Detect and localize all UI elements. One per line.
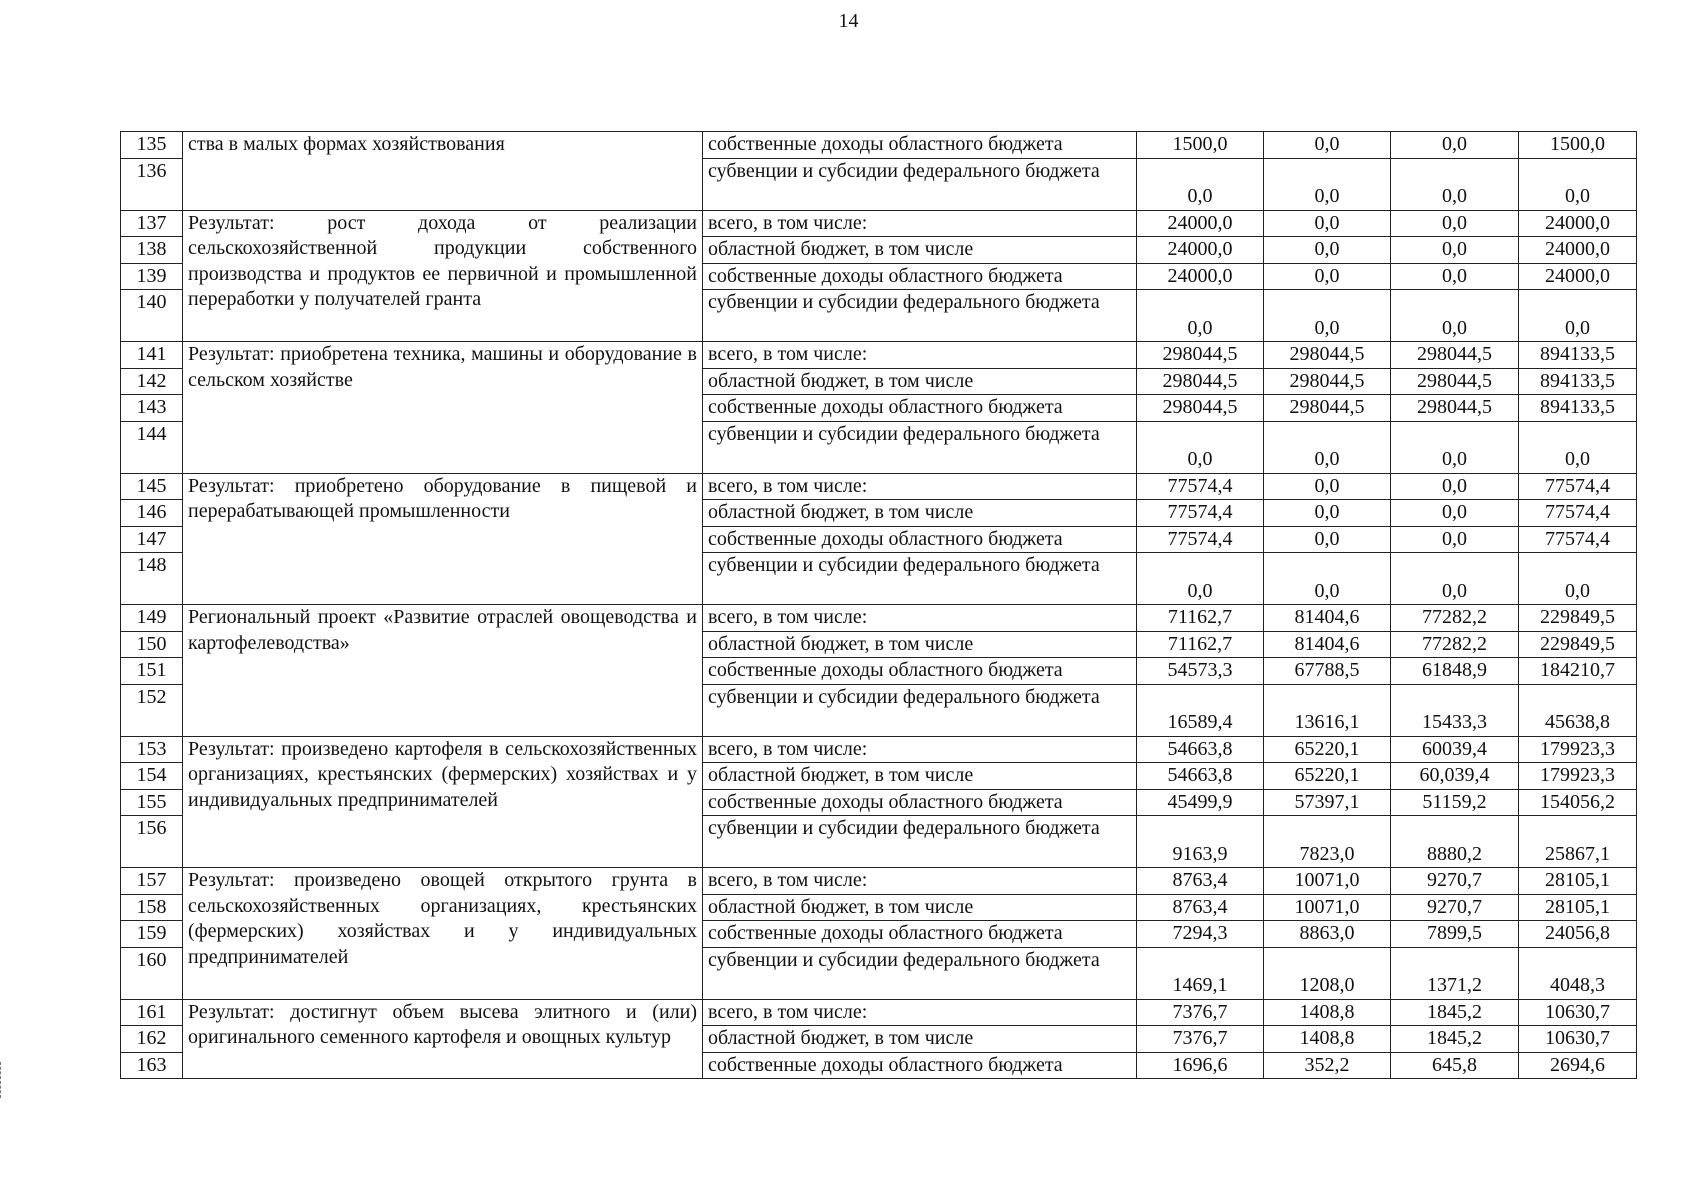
total-value: 894133,5	[1519, 368, 1637, 395]
funding-source: всего, в том числе:	[703, 210, 1137, 237]
table-body	[121, 132, 1637, 1079]
row-number: 144	[121, 421, 183, 473]
row-number: 159	[121, 921, 183, 948]
year-value: 8763,4	[1137, 894, 1264, 921]
total-value: 28105,1	[1519, 868, 1637, 895]
year-value: 0,0	[1264, 473, 1391, 500]
row-number: 149	[121, 605, 183, 632]
total-value: 2694,6	[1519, 1052, 1637, 1079]
row-number: 162	[121, 1026, 183, 1053]
year-value: 65220,1	[1264, 736, 1391, 763]
row-number: 158	[121, 894, 183, 921]
table-row	[121, 605, 1637, 632]
year-value: 0,0	[1264, 237, 1391, 264]
funding-source: субвенции и субсидии федерального бюджета	[703, 684, 1137, 736]
year-value: 0,0	[1264, 526, 1391, 553]
year-value: 0,0	[1391, 263, 1519, 290]
funding-source: собственные доходы областного бюджета	[703, 395, 1137, 422]
year-value: 77574,4	[1137, 473, 1264, 500]
funding-source: собственные доходы областного бюджета	[703, 658, 1137, 685]
year-value: 77282,2	[1391, 605, 1519, 632]
year-value: 60039,4	[1391, 736, 1519, 763]
item-description: ства в малых формах хозяйствования	[183, 132, 703, 211]
year-value: 0,0	[1137, 421, 1264, 473]
year-value: 24000,0	[1137, 210, 1264, 237]
year-value: 57397,1	[1264, 789, 1391, 816]
year-value: 0,0	[1137, 553, 1264, 605]
row-number: 141	[121, 342, 183, 369]
funding-source: собственные доходы областного бюджета	[703, 921, 1137, 948]
year-value: 298044,5	[1264, 368, 1391, 395]
funding-source: областной бюджет, в том числе	[703, 237, 1137, 264]
funding-source: субвенции и субсидии федерального бюджета	[703, 553, 1137, 605]
table-row	[121, 736, 1637, 763]
row-number: 138	[121, 237, 183, 264]
year-value: 0,0	[1391, 526, 1519, 553]
year-value: 54573,3	[1137, 658, 1264, 685]
funding-source: областной бюджет, в том числе	[703, 894, 1137, 921]
funding-source: областной бюджет, в том числе	[703, 763, 1137, 790]
row-number: 140	[121, 290, 183, 342]
funding-source: собственные доходы областного бюджета	[703, 132, 1137, 159]
year-value: 7376,7	[1137, 1026, 1264, 1053]
total-value: 77574,4	[1519, 473, 1637, 500]
funding-source: всего, в том числе:	[703, 473, 1137, 500]
year-value: 7823,0	[1264, 816, 1391, 868]
funding-source: собственные доходы областного бюджета	[703, 526, 1137, 553]
page-number: 14	[838, 10, 859, 32]
year-value: 0,0	[1264, 500, 1391, 527]
total-value: 24000,0	[1519, 237, 1637, 264]
year-value: 0,0	[1264, 210, 1391, 237]
year-value: 0,0	[1391, 500, 1519, 527]
total-value: 229849,5	[1519, 605, 1637, 632]
row-number: 163	[121, 1052, 183, 1079]
year-value: 45499,9	[1137, 789, 1264, 816]
year-value: 1408,8	[1264, 999, 1391, 1026]
year-value: 1845,2	[1391, 1026, 1519, 1053]
funding-source: областной бюджет, в том числе	[703, 1026, 1137, 1053]
total-value: 0,0	[1519, 421, 1637, 473]
table-row	[121, 132, 1637, 159]
year-value: 0,0	[1391, 237, 1519, 264]
table-row	[121, 210, 1637, 237]
year-value: 298044,5	[1391, 395, 1519, 422]
year-value: 0,0	[1391, 421, 1519, 473]
table-row	[121, 999, 1637, 1026]
year-value: 0,0	[1391, 290, 1519, 342]
total-value: 1500,0	[1519, 132, 1637, 159]
table-row	[121, 473, 1637, 500]
funding-source: всего, в том числе:	[703, 999, 1137, 1026]
total-value: 0,0	[1519, 158, 1637, 210]
row-number: 153	[121, 736, 183, 763]
funding-source: собственные доходы областного бюджета	[703, 789, 1137, 816]
year-value: 298044,5	[1137, 395, 1264, 422]
year-value: 0,0	[1264, 421, 1391, 473]
item-description: Региональный проект «Развитие отраслей овощеводства и картофелеводства»	[183, 605, 703, 737]
item-description: Результат: рост дохода от реализации сельскохозяйственной продукции собственного производства и продуктов ее первичной и промышленной переработки у получателей гранта	[183, 210, 703, 342]
year-value: 9163,9	[1137, 816, 1264, 868]
year-value: 7294,3	[1137, 921, 1264, 948]
year-value: 1208,0	[1264, 947, 1391, 999]
year-value: 1469,1	[1137, 947, 1264, 999]
row-number: 142	[121, 368, 183, 395]
budget-table	[120, 131, 1637, 1079]
row-number: 139	[121, 263, 183, 290]
funding-source: всего, в том числе:	[703, 868, 1137, 895]
row-number: 156	[121, 816, 183, 868]
total-value: 4048,3	[1519, 947, 1637, 999]
item-description: Результат: приобретена техника, машины и оборудование в сельском хозяйстве	[183, 342, 703, 474]
year-value: 298044,5	[1391, 368, 1519, 395]
funding-source: субвенции и субсидии федерального бюджета	[703, 947, 1137, 999]
total-value: 45638,8	[1519, 684, 1637, 736]
row-number: 146	[121, 500, 183, 527]
year-value: 71162,7	[1137, 605, 1264, 632]
year-value: 54663,8	[1137, 763, 1264, 790]
year-value: 8863,0	[1264, 921, 1391, 948]
year-value: 0,0	[1391, 473, 1519, 500]
year-value: 65220,1	[1264, 763, 1391, 790]
year-value: 10071,0	[1264, 868, 1391, 895]
row-number: 135	[121, 132, 183, 159]
item-description: Результат: произведено овощей открытого грунта в сельскохозяйственных организациях, крестьянских (фермерских) хозяйствах и у индивидуальных предпринимателей	[183, 868, 703, 1000]
row-number: 143	[121, 395, 183, 422]
year-value: 0,0	[1391, 210, 1519, 237]
total-value: 10630,7	[1519, 999, 1637, 1026]
total-value: 179923,3	[1519, 736, 1637, 763]
row-number: 154	[121, 763, 183, 790]
row-number: 152	[121, 684, 183, 736]
year-value: 298044,5	[1391, 342, 1519, 369]
item-description: Результат: произведено картофеля в сельскохозяйственных организациях, крестьянских (фермерских) хозяйствах и у индивидуальных предпринимателей	[183, 736, 703, 868]
year-value: 8880,2	[1391, 816, 1519, 868]
total-value: 184210,7	[1519, 658, 1637, 685]
row-number: 137	[121, 210, 183, 237]
row-number: 157	[121, 868, 183, 895]
year-value: 81404,6	[1264, 631, 1391, 658]
year-value: 0,0	[1264, 263, 1391, 290]
year-value: 77282,2	[1391, 631, 1519, 658]
funding-source: собственные доходы областного бюджета	[703, 1052, 1137, 1079]
year-value: 13616,1	[1264, 684, 1391, 736]
year-value: 24000,0	[1137, 263, 1264, 290]
year-value: 8763,4	[1137, 868, 1264, 895]
total-value: 10630,7	[1519, 1026, 1637, 1053]
year-value: 298044,5	[1264, 342, 1391, 369]
total-value: 229849,5	[1519, 631, 1637, 658]
funding-source: всего, в том числе:	[703, 342, 1137, 369]
year-value: 7376,7	[1137, 999, 1264, 1026]
funding-source: всего, в том числе:	[703, 736, 1137, 763]
item-description: Результат: приобретено оборудование в пищевой и перерабатывающей промышленности	[183, 473, 703, 605]
row-number: 148	[121, 553, 183, 605]
year-value: 67788,5	[1264, 658, 1391, 685]
total-value: 894133,5	[1519, 342, 1637, 369]
table-row	[121, 868, 1637, 895]
year-value: 0,0	[1264, 132, 1391, 159]
year-value: 298044,5	[1137, 342, 1264, 369]
year-value: 1408,8	[1264, 1026, 1391, 1053]
year-value: 71162,7	[1137, 631, 1264, 658]
funding-source: всего, в том числе:	[703, 605, 1137, 632]
year-value: 0,0	[1391, 553, 1519, 605]
funding-source: областной бюджет, в том числе	[703, 631, 1137, 658]
funding-source: собственные доходы областного бюджета	[703, 263, 1137, 290]
year-value: 298044,5	[1137, 368, 1264, 395]
year-value: 1696,6	[1137, 1052, 1264, 1079]
total-value: 894133,5	[1519, 395, 1637, 422]
funding-source: субвенции и субсидии федерального бюджета	[703, 816, 1137, 868]
row-number: 145	[121, 473, 183, 500]
row-number: 136	[121, 158, 183, 210]
year-value: 15433,3	[1391, 684, 1519, 736]
total-value: 25867,1	[1519, 816, 1637, 868]
year-value: 645,8	[1391, 1052, 1519, 1079]
row-number: 161	[121, 999, 183, 1026]
year-value: 0,0	[1137, 290, 1264, 342]
funding-source: областной бюджет, в том числе	[703, 368, 1137, 395]
year-value: 16589,4	[1137, 684, 1264, 736]
row-number: 147	[121, 526, 183, 553]
funding-source: субвенции и субсидии федерального бюджета	[703, 421, 1137, 473]
total-value: 28105,1	[1519, 894, 1637, 921]
total-value: 77574,4	[1519, 500, 1637, 527]
year-value: 10071,0	[1264, 894, 1391, 921]
year-value: 0,0	[1264, 553, 1391, 605]
year-value: 60,039,4	[1391, 763, 1519, 790]
year-value: 0,0	[1137, 158, 1264, 210]
funding-source: субвенции и субсидии федерального бюджета	[703, 158, 1137, 210]
total-value: 24056,8	[1519, 921, 1637, 948]
year-value: 81404,6	[1264, 605, 1391, 632]
funding-source: субвенции и субсидии федерального бюджета	[703, 290, 1137, 342]
table-row	[121, 342, 1637, 369]
row-number: 150	[121, 631, 183, 658]
year-value: 0,0	[1391, 132, 1519, 159]
total-value: 179923,3	[1519, 763, 1637, 790]
year-value: 1371,2	[1391, 947, 1519, 999]
year-value: 61848,9	[1391, 658, 1519, 685]
year-value: 77574,4	[1137, 500, 1264, 527]
total-value: 24000,0	[1519, 263, 1637, 290]
year-value: 77574,4	[1137, 526, 1264, 553]
year-value: 7899,5	[1391, 921, 1519, 948]
year-value: 298044,5	[1264, 395, 1391, 422]
total-value: 77574,4	[1519, 526, 1637, 553]
funding-source: областной бюджет, в том числе	[703, 500, 1137, 527]
scan-edge-mark	[0, 1062, 4, 1098]
total-value: 0,0	[1519, 553, 1637, 605]
year-value: 0,0	[1264, 290, 1391, 342]
year-value: 1845,2	[1391, 999, 1519, 1026]
year-value: 51159,2	[1391, 789, 1519, 816]
year-value: 54663,8	[1137, 736, 1264, 763]
year-value: 1500,0	[1137, 132, 1264, 159]
total-value: 0,0	[1519, 290, 1637, 342]
year-value: 9270,7	[1391, 894, 1519, 921]
item-description: Результат: достигнут объем высева элитного и (или) оригинального семенного картофеля и овощных культур	[183, 999, 703, 1079]
total-value: 154056,2	[1519, 789, 1637, 816]
row-number: 151	[121, 658, 183, 685]
total-value: 24000,0	[1519, 210, 1637, 237]
year-value: 352,2	[1264, 1052, 1391, 1079]
year-value: 9270,7	[1391, 868, 1519, 895]
year-value: 0,0	[1391, 158, 1519, 210]
row-number: 155	[121, 789, 183, 816]
year-value: 24000,0	[1137, 237, 1264, 264]
row-number: 160	[121, 947, 183, 999]
year-value: 0,0	[1264, 158, 1391, 210]
